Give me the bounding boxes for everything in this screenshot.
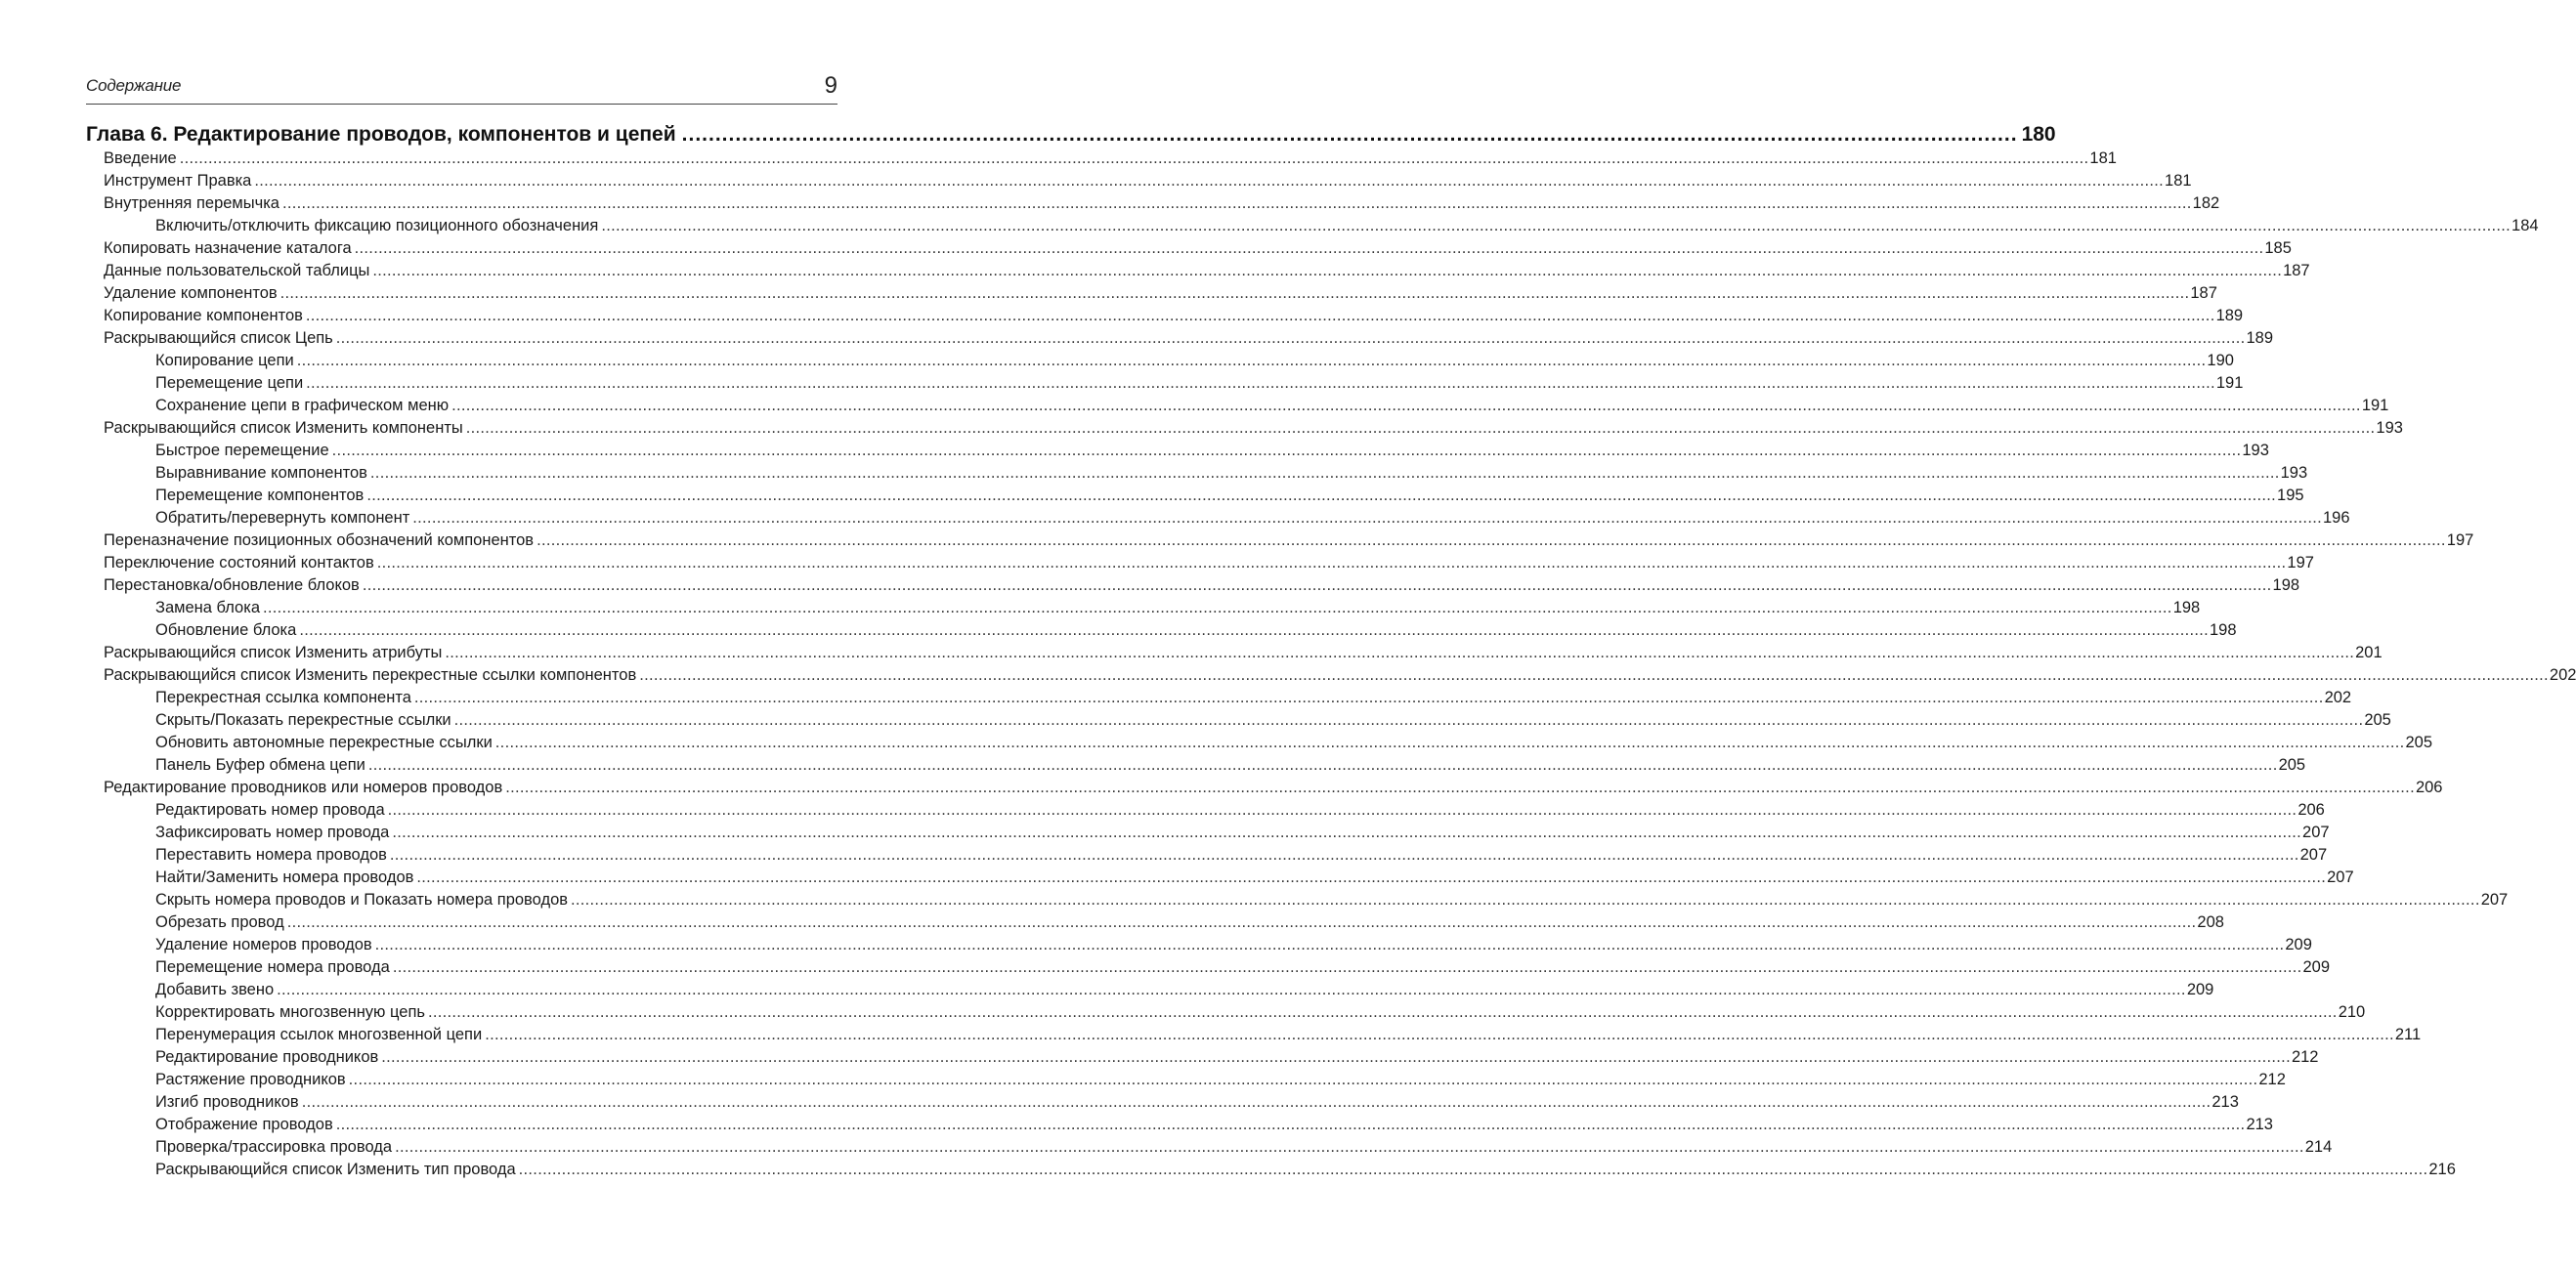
entry-page-number: 209: [2186, 981, 2214, 998]
toc-subsection-entry: [86, 1159, 2456, 1181]
entry-title: Введение: [104, 149, 177, 167]
entry-title: Растяжение проводников: [155, 1071, 346, 1088]
toc-subsection-entry: [86, 709, 2391, 732]
entry-page-number: 193: [2376, 419, 2403, 437]
toc-subsection-entry: [86, 1001, 2366, 1024]
toc-section-entry: [86, 170, 2192, 192]
toc-subsection-entry: [86, 1069, 2286, 1091]
entry-page-number: 205: [2405, 734, 2433, 751]
entry-page-number: 187: [2190, 284, 2217, 302]
leader-dots: ................................................................................................................................................................................................................................................................................................................................................................................................................: [485, 1026, 2394, 1043]
toc-section-entry: [86, 642, 2383, 664]
leader-dots: ................................................................................................................................................................................................................................................................................................................................................................................................................: [389, 846, 2299, 864]
leader-dots: ................................................................................................................................................................................................................................................................................................................................................................................................................: [281, 194, 2192, 212]
chapter-leader-dots: ........................................................................................................................................................................................................: [681, 123, 2018, 146]
leader-dots: ................................................................................................................................................................................................................................................................................................................................................................................................................: [639, 666, 2549, 684]
toc-subsection-entry: [86, 1091, 2239, 1114]
toc-subsection-entry: [86, 619, 2237, 642]
leader-dots: ................................................................................................................................................................................................................................................................................................................................................................................................................: [445, 644, 2355, 661]
chapter-page-number: 180: [2021, 123, 2056, 146]
entry-title: Перемещение цепи: [155, 374, 304, 392]
entry-title: Редактировать номер провода: [155, 801, 385, 819]
entry-page-number: 207: [2302, 824, 2330, 841]
entry-page-number: 209: [2302, 958, 2331, 976]
toc-subsection-entry: [86, 350, 2234, 372]
entry-page-number: 211: [2394, 1026, 2422, 1043]
entry-page-number: 198: [2172, 599, 2201, 616]
toc-subsection-entry: [86, 911, 2224, 934]
entry-page-number: 213: [2246, 1116, 2273, 1133]
leader-dots: ................................................................................................................................................................................................................................................................................................................................................................................................................: [277, 981, 2186, 998]
entry-title: Перенумерация ссылок многозвенной цепи: [155, 1026, 483, 1043]
entry-page-number: 201: [2355, 644, 2383, 661]
toc-section-entry: [86, 574, 2300, 597]
leader-dots: ................................................................................................................................................................................................................................................................................................................................................................................................................: [505, 779, 2415, 796]
toc-section-entry: [86, 260, 2310, 282]
entry-page-number: 197: [2287, 554, 2314, 572]
toc-section-entry: [86, 327, 2273, 350]
toc-subsection-entry: [86, 440, 2269, 462]
leader-dots: ................................................................................................................................................................................................................................................................................................................................................................................................................: [392, 824, 2302, 841]
entry-title: Скрыть/Показать перекрестные ссылки: [155, 711, 451, 729]
leader-dots: ................................................................................................................................................................................................................................................................................................................................................................................................................: [362, 576, 2272, 594]
entry-page-number: 202: [2324, 689, 2352, 706]
entry-page-number: 196: [2322, 509, 2350, 527]
toc-subsection-entry: [86, 1136, 2333, 1159]
toc-subsection-entry: [86, 372, 2244, 395]
toc-subsection-entry: [86, 395, 2389, 417]
leader-dots: ................................................................................................................................................................................................................................................................................................................................................................................................................: [305, 307, 2215, 324]
toc-section-entry: [86, 192, 2220, 215]
leader-dots: ................................................................................................................................................................................................................................................................................................................................................................................................................: [571, 891, 2480, 909]
leader-dots: ................................................................................................................................................................................................................................................................................................................................................................................................................: [279, 284, 2190, 302]
entry-page-number: 187: [2283, 262, 2310, 279]
leader-dots: ................................................................................................................................................................................................................................................................................................................................................................................................................: [428, 1003, 2338, 1021]
leader-dots: ................................................................................................................................................................................................................................................................................................................................................................................................................: [387, 801, 2297, 819]
entry-title: Копирование компонентов: [104, 307, 303, 324]
entry-title: Удаление компонентов: [104, 284, 278, 302]
entry-title: Добавить звено: [155, 981, 275, 998]
entry-page-number: 198: [2210, 621, 2237, 639]
entry-title: Проверка/трассировка провода: [155, 1138, 393, 1156]
entry-title: Зафиксировать номер провода: [155, 824, 390, 841]
entry-title: Перестановка/обновление блоков: [104, 576, 360, 594]
toc-subsection-entry: [86, 956, 2331, 979]
leader-dots: ................................................................................................................................................................................................................................................................................................................................................................................................................: [254, 172, 2165, 190]
entry-title: Обновить автономные перекрестные ссылки: [155, 734, 493, 751]
entry-title: Скрыть номера проводов и Показать номера проводов: [155, 891, 569, 909]
toc-section-entry: [86, 417, 2403, 440]
chapter-title: Глава 6. Редактирование проводов, компонентов и цепей: [86, 123, 676, 146]
entry-title: Отображение проводов: [155, 1116, 333, 1133]
entry-title: Перемещение номера провода: [155, 958, 390, 976]
entry-title: Раскрывающийся список Изменить тип провода: [155, 1161, 516, 1178]
entry-page-number: 213: [2211, 1093, 2239, 1111]
entry-title: Редактирование проводников: [155, 1048, 379, 1066]
entry-page-number: 205: [2278, 756, 2306, 774]
leader-dots: ................................................................................................................................................................................................................................................................................................................................................................................................................: [348, 1071, 2258, 1088]
toc-subsection-entry: [86, 485, 2304, 507]
entry-page-number: 206: [2297, 801, 2325, 819]
entry-title: Перекрестная ссылка компонента: [155, 689, 411, 706]
leader-dots: ................................................................................................................................................................................................................................................................................................................................................................................................................: [376, 554, 2287, 572]
toc-subsection-entry: [86, 844, 2328, 867]
entry-page-number: 207: [2299, 846, 2328, 864]
leader-dots: ................................................................................................................................................................................................................................................................................................................................................................................................................: [465, 419, 2376, 437]
leader-dots: ................................................................................................................................................................................................................................................................................................................................................................................................................: [263, 599, 2172, 616]
leader-dots: ................................................................................................................................................................................................................................................................................................................................................................................................................: [296, 352, 2207, 369]
entry-page-number: 212: [2291, 1048, 2319, 1066]
entry-page-number: 191: [2215, 374, 2244, 392]
toc-section-entry: [86, 305, 2244, 327]
entry-title: Обновление блока: [155, 621, 297, 639]
entry-page-number: 181: [2165, 172, 2192, 190]
toc-subsection-entry: [86, 979, 2214, 1001]
entry-page-number: 210: [2338, 1003, 2366, 1021]
toc-subsection-entry: [86, 867, 2354, 889]
entry-page-number: 182: [2192, 194, 2220, 212]
leader-dots: ................................................................................................................................................................................................................................................................................................................................................................................................................: [537, 531, 2446, 549]
toc-section-entry: [86, 148, 2117, 170]
toc-section-entry: [86, 529, 2474, 552]
entry-page-number: 191: [2361, 397, 2389, 414]
entry-page-number: 189: [2215, 307, 2244, 324]
toc-subsection-entry: [86, 507, 2350, 529]
entry-title: Сохранение цепи в графическом меню: [155, 397, 450, 414]
entry-title: Раскрывающийся список Изменить атрибуты: [104, 644, 443, 661]
leader-dots: ................................................................................................................................................................................................................................................................................................................................................................................................................: [395, 1138, 2304, 1156]
leader-dots: ................................................................................................................................................................................................................................................................................................................................................................................................................: [354, 239, 2264, 257]
entry-title: Переназначение позиционных обозначений компонентов: [104, 531, 535, 549]
entry-page-number: 181: [2089, 149, 2117, 167]
entry-page-number: 189: [2246, 329, 2273, 347]
entry-title: Внутренняя перемычка: [104, 194, 279, 212]
entry-page-number: 207: [2327, 868, 2354, 886]
entry-page-number: 202: [2549, 666, 2576, 684]
toc-section-entry: [86, 664, 2576, 687]
toc-subsection-entry: [86, 1024, 2422, 1046]
toc-subsection-entry: [86, 1114, 2273, 1136]
toc-subsection-entry: [86, 687, 2352, 709]
entry-title: Найти/Заменить номера проводов: [155, 868, 414, 886]
entry-page-number: 206: [2415, 779, 2443, 796]
leader-dots: ................................................................................................................................................................................................................................................................................................................................................................................................................: [179, 149, 2089, 167]
entry-title: Переключение состояний контактов: [104, 554, 374, 572]
leader-dots: ................................................................................................................................................................................................................................................................................................................................................................................................................: [335, 1116, 2246, 1133]
entry-title: Копировать назначение каталога: [104, 239, 352, 257]
leader-dots: ................................................................................................................................................................................................................................................................................................................................................................................................................: [601, 217, 2512, 234]
leader-dots: ................................................................................................................................................................................................................................................................................................................................................................................................................: [301, 1093, 2211, 1111]
toc-subsection-entry: [86, 1046, 2319, 1069]
toc-subsection-entry: [86, 889, 2509, 911]
leader-dots: ................................................................................................................................................................................................................................................................................................................................................................................................................: [412, 509, 2322, 527]
entry-page-number: 208: [2197, 913, 2224, 931]
leader-dots: ................................................................................................................................................................................................................................................................................................................................................................................................................: [306, 374, 2215, 392]
leader-dots: ................................................................................................................................................................................................................................................................................................................................................................................................................: [369, 464, 2280, 482]
entry-title: Раскрывающийся список Изменить компоненты: [104, 419, 463, 437]
entry-title: Корректировать многозвенную цепь: [155, 1003, 425, 1021]
entry-title: Раскрывающийся список Цепь: [104, 329, 333, 347]
leader-dots: ................................................................................................................................................................................................................................................................................................................................................................................................................: [286, 913, 2197, 931]
entry-page-number: 193: [2242, 442, 2269, 459]
entry-page-number: 207: [2480, 891, 2509, 909]
entry-title: Копирование цепи: [155, 352, 294, 369]
leader-dots: ................................................................................................................................................................................................................................................................................................................................................................................................................: [392, 958, 2302, 976]
entry-page-number: 190: [2207, 352, 2234, 369]
entry-page-number: 184: [2512, 217, 2539, 234]
leader-dots: ................................................................................................................................................................................................................................................................................................................................................................................................................: [299, 621, 2209, 639]
leader-dots: ................................................................................................................................................................................................................................................................................................................................................................................................................: [366, 487, 2277, 504]
entry-title: Панель Буфер обмена цепи: [155, 756, 365, 774]
running-title: Содержание: [86, 76, 182, 95]
leader-dots: ................................................................................................................................................................................................................................................................................................................................................................................................................: [518, 1161, 2428, 1178]
entry-title: Раскрывающийся список Изменить перекрестные ссылки компонентов: [104, 666, 637, 684]
leader-dots: ................................................................................................................................................................................................................................................................................................................................................................................................................: [451, 397, 2361, 414]
entry-page-number: 209: [2285, 936, 2312, 953]
leader-dots: ................................................................................................................................................................................................................................................................................................................................................................................................................: [372, 262, 2283, 279]
entry-title: Включить/отключить фиксацию позиционного обозначения: [155, 217, 599, 234]
leader-dots: ................................................................................................................................................................................................................................................................................................................................................................................................................: [335, 329, 2246, 347]
table-of-contents: [86, 121, 2576, 1181]
toc-section-entry: [86, 552, 2314, 574]
chapter-heading: [86, 121, 2056, 148]
toc-subsection-entry: [86, 462, 2308, 485]
entry-page-number: 198: [2272, 576, 2300, 594]
toc-subsection-entry: [86, 215, 2539, 237]
entry-title: Инструмент Правка: [104, 172, 252, 190]
leader-dots: ................................................................................................................................................................................................................................................................................................................................................................................................................: [413, 689, 2324, 706]
toc-section-entry: [86, 282, 2217, 305]
toc-subsection-entry: [86, 597, 2201, 619]
leader-dots: ................................................................................................................................................................................................................................................................................................................................................................................................................: [453, 711, 2364, 729]
toc-section-entry: [86, 237, 2292, 260]
leader-dots: ................................................................................................................................................................................................................................................................................................................................................................................................................: [494, 734, 2405, 751]
leader-dots: ................................................................................................................................................................................................................................................................................................................................................................................................................: [331, 442, 2242, 459]
entry-title: Переставить номера проводов: [155, 846, 387, 864]
page-number: 9: [824, 72, 837, 99]
toc-subsection-entry: [86, 822, 2330, 844]
entry-title: Выравнивание компонентов: [155, 464, 367, 482]
entry-title: Данные пользовательской таблицы: [104, 262, 370, 279]
entry-page-number: 193: [2280, 464, 2308, 482]
leader-dots: ................................................................................................................................................................................................................................................................................................................................................................................................................: [374, 936, 2285, 953]
entry-page-number: 214: [2304, 1138, 2333, 1156]
entry-title: Удаление номеров проводов: [155, 936, 372, 953]
entry-title: Изгиб проводников: [155, 1093, 299, 1111]
entry-page-number: 205: [2364, 711, 2391, 729]
entry-title: Перемещение компонентов: [155, 487, 365, 504]
leader-dots: ................................................................................................................................................................................................................................................................................................................................................................................................................: [381, 1048, 2291, 1066]
leader-dots: ................................................................................................................................................................................................................................................................................................................................................................................................................: [416, 868, 2327, 886]
toc-subsection-entry: [86, 934, 2312, 956]
toc-subsection-entry: [86, 732, 2433, 754]
entry-title: Обрезать провод: [155, 913, 284, 931]
toc-section-entry: [86, 777, 2443, 799]
entry-page-number: 216: [2428, 1161, 2456, 1178]
entry-page-number: 197: [2446, 531, 2474, 549]
toc-subsection-entry: [86, 754, 2306, 777]
page-header: [86, 72, 837, 105]
entry-title: Замена блока: [155, 599, 260, 616]
entry-title: Быстрое перемещение: [155, 442, 329, 459]
entry-title: Обратить/перевернуть компонент: [155, 509, 410, 527]
entry-page-number: 212: [2258, 1071, 2286, 1088]
leader-dots: ................................................................................................................................................................................................................................................................................................................................................................................................................: [367, 756, 2278, 774]
entry-title: Редактирование проводников или номеров проводов: [104, 779, 503, 796]
entry-page-number: 185: [2264, 239, 2292, 257]
entry-page-number: 195: [2277, 487, 2304, 504]
toc-subsection-entry: [86, 799, 2325, 822]
